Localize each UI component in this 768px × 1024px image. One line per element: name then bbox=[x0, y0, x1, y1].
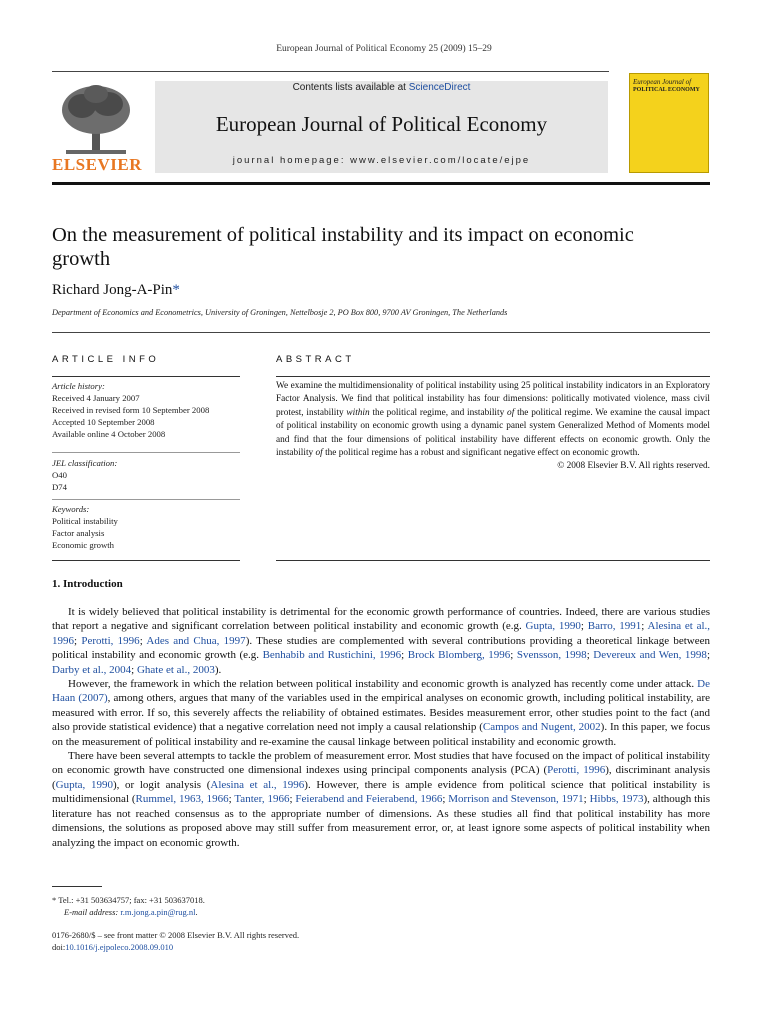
running-head: European Journal of Political Economy 25 (2009) 15–29 bbox=[276, 44, 492, 54]
paragraph-text: ; bbox=[641, 620, 648, 633]
footnote bbox=[52, 894, 652, 918]
paragraph-text: ; bbox=[580, 620, 588, 633]
sciencedirect-link[interactable]: ScienceDirect bbox=[408, 82, 471, 93]
author-line bbox=[52, 282, 180, 299]
masthead-rule bbox=[52, 182, 710, 185]
paragraph-text: ; bbox=[289, 793, 296, 806]
citation-link[interactable]: Perotti, 1996 bbox=[547, 764, 606, 777]
citation-link[interactable]: Ades and Chua, 1997 bbox=[146, 634, 246, 647]
citation-link[interactable]: Morrison and Stevenson, 1971 bbox=[448, 793, 584, 806]
citation-link[interactable]: Gupta, 1990 bbox=[525, 620, 581, 633]
citation-link[interactable]: Darby et al., 2004 bbox=[52, 663, 132, 676]
email-end: . bbox=[195, 907, 198, 917]
article-info-divider bbox=[52, 452, 240, 453]
paragraph-text: ; bbox=[228, 793, 235, 806]
keyword: Economic growth bbox=[52, 540, 115, 550]
citation-link[interactable]: Tanter, 1966 bbox=[234, 793, 290, 806]
paragraph-text: ). bbox=[214, 663, 222, 676]
paragraph-text: ), although this literature has not reached consensus as to the appropriate number of dimensions. As these studies all find that political instability has more dimensions, the solutions as proposed above may still suffer from measurement error, or, at least ignore some aspects of political instability when analyzing the impact on economic growth. bbox=[52, 793, 711, 849]
abstract-rule-bottom bbox=[276, 560, 710, 561]
article-info-heading: ARTICLE INFO bbox=[52, 354, 160, 365]
issn-line: 0176-2680/$ – see front matter © 2008 Elsevier B.V. All rights reserved. bbox=[52, 930, 300, 940]
paragraph-text: ; bbox=[401, 649, 408, 662]
abstract-copyright: © 2008 Elsevier B.V. All rights reserved. bbox=[557, 461, 710, 472]
header-rule bbox=[52, 71, 609, 72]
paragraph-text: ; bbox=[583, 793, 590, 806]
introduction-body bbox=[52, 605, 710, 850]
section-heading: 1. Introduction bbox=[52, 578, 123, 590]
paragraph bbox=[52, 677, 710, 749]
paragraph bbox=[52, 605, 710, 677]
abstract-text bbox=[276, 380, 710, 474]
abstract-part: the political regime. We examine the causal impact of political instability on economic growth using a dynamic panel system Generalized Method of Moments model and find that the four dimensions of political instability have different effects on economic growth. Only the instability bbox=[276, 407, 711, 459]
homepage-prefix: journal homepage: bbox=[232, 155, 351, 166]
abstract-part: the political regime, and instability bbox=[369, 407, 508, 418]
jel-classification bbox=[52, 457, 240, 493]
history-item: Available online 4 October 2008 bbox=[52, 429, 166, 439]
jel-code: D74 bbox=[52, 482, 67, 492]
jel-code: O40 bbox=[52, 470, 67, 480]
bottom-matter bbox=[52, 929, 652, 953]
article-title: On the measurement of political instability and its impact on economic growth bbox=[52, 224, 634, 270]
doi-line bbox=[52, 941, 652, 953]
abstract-part: We examine the multidimensionality of political instability using 25 political instability indicators in an Exploratory Factor Analysis. We find that political instability has four dimensions: politically motivated violence, mass civil protest, instability bbox=[276, 381, 710, 418]
citation-link[interactable]: Alesina et al., 1996 bbox=[210, 778, 305, 791]
jel-label: JEL classification: bbox=[52, 458, 118, 468]
citation-link[interactable]: Devereux and Wen, 1998 bbox=[593, 649, 707, 662]
paragraph-text: ; bbox=[131, 663, 137, 676]
citation-link[interactable]: Perotti, 1996 bbox=[81, 634, 140, 647]
citation-link[interactable]: Ghate et al., 2003 bbox=[136, 663, 215, 676]
keywords bbox=[52, 503, 240, 551]
email-label: E-mail address: bbox=[64, 907, 121, 917]
history-item: Accepted 10 September 2008 bbox=[52, 417, 155, 427]
citation-link[interactable]: Svensson, 1998 bbox=[516, 649, 587, 662]
article-info-rule-bottom bbox=[52, 560, 240, 561]
footnote-email-line bbox=[52, 906, 652, 918]
paragraph-text: , among others, argues that many of the variables used in the empirical analyses on economic growth, including political instability, are measured with error. If so, this severely affects the reliability of obtained estimates. Besides measurement error, other studies point to the fact (and also provide statistical evidence) that a negative correlation need not imply a causal relationship ( bbox=[52, 692, 710, 734]
footnote-mark: * bbox=[52, 895, 57, 905]
paragraph-text: However, the framework in which the relation between political instability and economic growth is analyzed has recently come under attack. bbox=[68, 678, 698, 691]
paragraph-text: ). These studies are complemented with several contributions providing a theoretical linkage between political instability and economic growth (e.g. bbox=[52, 634, 710, 662]
paragraph-text: ), discriminant analysis ( bbox=[52, 764, 710, 791]
cover-title-line-1: European Journal of bbox=[633, 78, 692, 86]
abstract-emph: within bbox=[346, 407, 370, 418]
citation-link[interactable]: De Haan (2007) bbox=[52, 678, 710, 705]
keywords-label: Keywords: bbox=[52, 504, 90, 514]
paragraph-text: ; bbox=[139, 634, 147, 647]
abstract-part: the political regime has a robust and significant negative effect on economic growth. bbox=[322, 448, 640, 459]
journal-homepage bbox=[155, 155, 608, 166]
abstract-emph: of bbox=[315, 448, 323, 459]
abstract-rule bbox=[276, 376, 710, 377]
paragraph-text: ; bbox=[510, 649, 517, 662]
paragraph-text: ). In this paper, we focus on the measurement of political instability and re-examine the causal linkage between political instability and economic growth. bbox=[52, 721, 710, 748]
citation-link[interactable]: Campos and Nugent, 2002 bbox=[482, 721, 601, 734]
paragraph-text: ; bbox=[706, 649, 710, 662]
history-label: Article history: bbox=[52, 381, 105, 391]
citation-link[interactable]: Alesina et al., 1996 bbox=[52, 620, 711, 647]
paragraph-text: ). However, there is ample evidence from political science that political instability is multidimensional ( bbox=[52, 778, 710, 806]
article-info-rule bbox=[52, 376, 240, 377]
doi-link[interactable]: 10.1016/j.ejpoleco.2008.09.010 bbox=[65, 942, 174, 952]
footnote-rule bbox=[52, 886, 102, 887]
paragraph-text: ; bbox=[586, 649, 594, 662]
author-name: Richard Jong-A-Pin bbox=[52, 282, 173, 298]
homepage-link[interactable]: www.elsevier.com/locate/ejpe bbox=[350, 155, 531, 166]
article-info-divider bbox=[52, 499, 240, 500]
contents-line bbox=[155, 82, 608, 93]
history-item: Received 4 January 2007 bbox=[52, 393, 140, 403]
article-history bbox=[52, 380, 240, 440]
history-item: Received in revised form 10 September 2008 bbox=[52, 405, 210, 415]
citation-link[interactable]: Rummel, 1963, 1966 bbox=[135, 793, 229, 806]
journal-title: European Journal of Political Economy bbox=[215, 112, 548, 136]
title-rule bbox=[52, 332, 710, 333]
paragraph-text: ; bbox=[442, 793, 449, 806]
citation-link[interactable]: Barro, 1991 bbox=[587, 620, 642, 633]
doi-label: doi: bbox=[52, 942, 66, 952]
citation-link[interactable]: Feierabend and Feierabend, 1966 bbox=[295, 793, 443, 806]
paragraph bbox=[52, 749, 710, 850]
keyword: Political instability bbox=[52, 516, 118, 526]
citation-link[interactable]: Hibbs, 1973 bbox=[589, 793, 644, 806]
publisher-logo-text: ELSEVIER bbox=[52, 155, 142, 174]
keyword: Factor analysis bbox=[52, 528, 105, 538]
abstract-emph: of bbox=[507, 407, 515, 418]
paragraph-text: ; bbox=[74, 634, 82, 647]
author-footnote-mark[interactable]: * bbox=[172, 282, 180, 298]
footnote-contact-line bbox=[52, 894, 652, 906]
cover-title-line-2: POLITICAL ECONOMY bbox=[633, 87, 700, 93]
citation-link[interactable]: Gupta, 1990 bbox=[55, 778, 113, 791]
contents-prefix: Contents lists available at bbox=[292, 82, 409, 93]
citation-link[interactable]: Brock Blomberg, 1996 bbox=[407, 649, 511, 662]
citation-link[interactable]: Benhabib and Rustichini, 1996 bbox=[262, 649, 402, 662]
paragraph-text: There have been several attempts to tackle the problem of measurement error. Most studies that have focused on the impact of political instability on economic growth have constructed one dimensional indexes using principal components analysis (PCA) ( bbox=[52, 750, 710, 777]
email-link[interactable]: r.m.jong.a.pin@rug.nl bbox=[120, 907, 196, 917]
affiliation: Department of Economics and Econometrics, University of Groningen, Nettelbosje 2, PO Box 800, 9700 AV Groningen, The Netherlands bbox=[52, 308, 508, 317]
abstract-heading: ABSTRACT bbox=[276, 354, 355, 365]
paragraph-text: It is widely believed that political instability is detrimental for the economic growth performance of countries. Indeed, there are various studies that report a negative and significant correlation between political instability and economic growth (e.g. bbox=[52, 606, 710, 633]
paragraph-text: ), or logit analysis ( bbox=[112, 778, 211, 791]
footnote-contact: Tel.: +31 503634757; fax: +31 503637018. bbox=[56, 895, 205, 905]
